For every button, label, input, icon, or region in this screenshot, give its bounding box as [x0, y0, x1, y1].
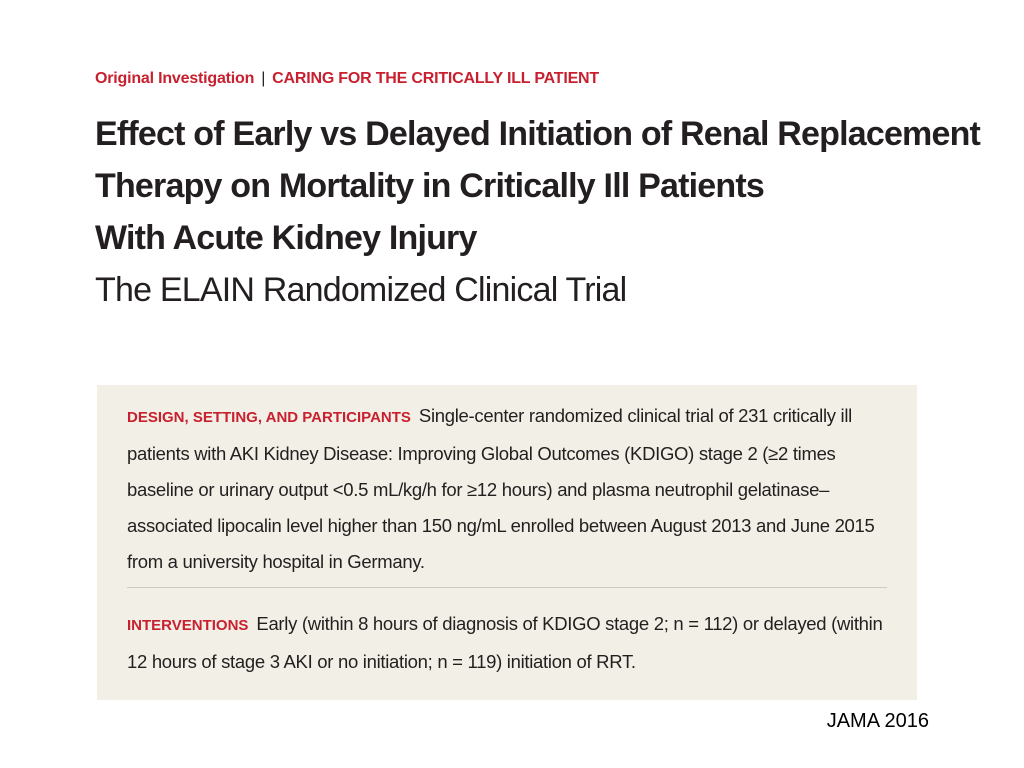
- title-line-3: With Acute Kidney Injury: [95, 219, 477, 257]
- article-subtitle: The ELAIN Randomized Clinical Trial: [95, 271, 627, 309]
- interventions-heading: INTERVENTIONS: [127, 617, 249, 634]
- title-line-2: Therapy on Mortality in Critically Ill Patients: [95, 167, 764, 205]
- design-text: Single-center randomized clinical trial of 231 critically ill patients with AKI Kidney Disease: Improving Global Outcomes (KDIGO) stage 2 (≥2 times baseline or urinary output <0.5 mL/kg/h for ≥12 hours) and plasma neutrophil gelatinase–associated lipocalin level higher than 150 ng/mL enrolled between August 2013 and June 2015 from a university hospital in Germany.: [127, 405, 875, 572]
- article-section: CARING FOR THE CRITICALLY ILL PATIENT: [272, 70, 599, 87]
- abstract-excerpt: [97, 385, 917, 700]
- title-line-1: Effect of Early vs Delayed Initiation of Renal Replacement: [95, 115, 981, 153]
- article-category: Original Investigation: [95, 70, 255, 87]
- interventions-section: [127, 606, 887, 680]
- design-heading: DESIGN, SETTING, AND PARTICIPANTS: [127, 409, 411, 426]
- design-section: [127, 398, 887, 580]
- interventions-text: Early (within 8 hours of diagnosis of KDIGO stage 2; n = 112) or delayed (within 12 hours of stage 3 AKI or no initiation; n = 119) initiation of RRT.: [127, 613, 883, 672]
- source-citation: JAMA 2016: [826, 710, 929, 732]
- article-title: [95, 108, 981, 316]
- section-divider: [127, 587, 887, 588]
- article-header: [95, 70, 599, 88]
- header-separator: |: [261, 70, 266, 87]
